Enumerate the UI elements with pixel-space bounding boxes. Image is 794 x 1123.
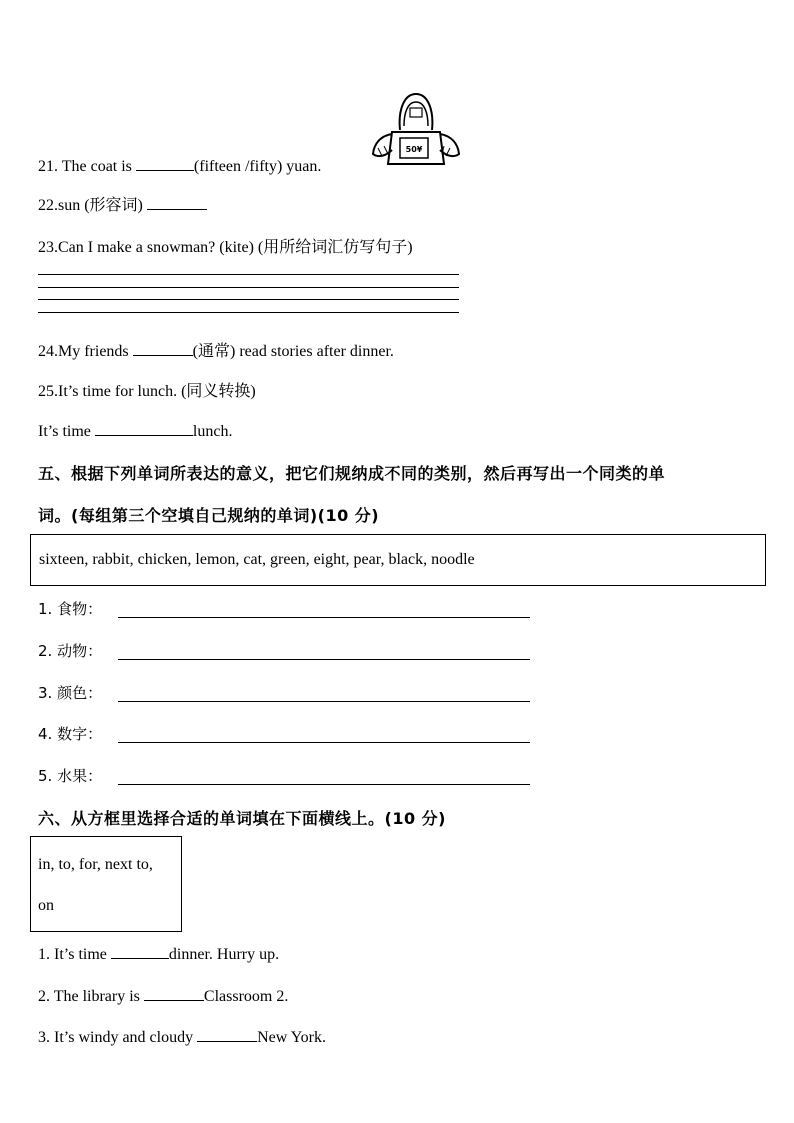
question-25: 25.It’s time for lunch. (同义转换) [38,383,256,400]
section-6-title: 六、从方框里选择合适的单词填在下面横线上。(10 分) [38,809,446,828]
answer-line[interactable] [38,287,459,288]
category-animal-label: 2. 动物： [38,642,103,660]
price-tag: 50¥ [405,145,423,154]
section-5-title-line2: 词。(每组第三个空填自己规纳的单词)(10 分) [38,506,380,525]
word-list: sixteen, rabbit, chicken, lemon, cat, green, eight, pear, black, noodle [39,551,475,568]
choice-box-line1: in, to, for, next to, [38,856,153,873]
category-food-label: 1. 食物： [38,600,103,618]
answer-blank[interactable] [197,1027,257,1042]
answer-line[interactable] [38,312,459,313]
section-5-title-line1: 五、根据下列单词所表达的意义，把它们规纳成不同的类别，然后再写出一个同类的单 [38,464,666,483]
answer-line[interactable] [38,299,459,300]
question-24: 24.My friends (通常) read stories after dinner. [38,343,394,360]
question-25-answer: It’s time lunch. [38,423,233,440]
word-box [30,534,766,586]
category-color-blank[interactable] [118,701,530,702]
choice-box-line2: on [38,897,54,914]
question-23: 23.Can I make a snowman? (kite) (用所给词汇仿写句子) [38,239,413,256]
category-food-blank[interactable] [118,617,530,618]
answer-blank[interactable] [133,341,193,356]
fill-item-3: 3. It’s windy and cloudy New York. [38,1029,326,1046]
answer-blank[interactable] [144,986,204,1001]
category-fruit-label: 5. 水果： [38,767,103,785]
coat-illustration [370,90,462,170]
category-color-label: 3. 颜色： [38,684,103,702]
answer-blank[interactable] [111,944,169,959]
question-21: 21. The coat is (fifteen /fifty) yuan. [38,158,322,175]
answer-blank[interactable] [95,421,193,436]
choice-box [30,836,182,932]
answer-blank[interactable] [136,156,194,171]
fill-item-1: 1. It’s time dinner. Hurry up. [38,946,280,963]
category-number-blank[interactable] [118,742,530,743]
question-22: 22.sun (形容词) [38,192,207,215]
category-fruit-blank[interactable] [118,784,530,785]
category-animal-blank[interactable] [118,659,530,660]
answer-blank[interactable] [147,195,207,210]
answer-line[interactable] [38,274,459,275]
fill-item-2: 2. The library is Classroom 2. [38,988,289,1005]
category-number-label: 4. 数字： [38,725,103,743]
